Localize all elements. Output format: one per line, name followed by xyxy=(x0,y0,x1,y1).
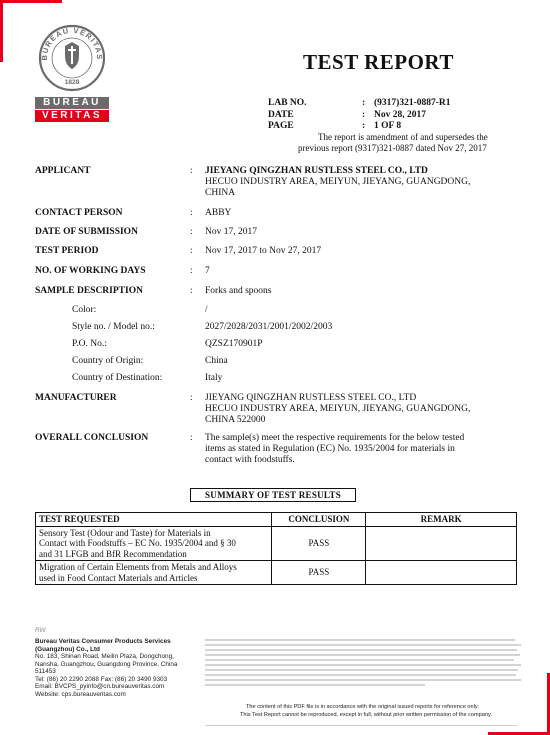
bureau-veritas-logo xyxy=(35,22,109,122)
sample-description-label: SAMPLE DESCRIPTION xyxy=(35,286,143,296)
company-address-line3: 511453 xyxy=(35,668,56,675)
lab-no-value: (9317)321-0887-R1 xyxy=(374,98,451,108)
test-requested-cell xyxy=(36,561,272,585)
sample-description-colon: : xyxy=(190,286,193,296)
remark-cell xyxy=(366,561,517,585)
applicant-address-line1: HECUO INDUSTRY AREA, MEIYUN, JIEYANG, GUANGDONG, xyxy=(205,177,471,187)
logo-year: 1828 xyxy=(64,79,80,86)
conclusion-cell: PASS xyxy=(272,561,366,585)
company-name-line1: Bureau Veritas Consumer Products Services xyxy=(35,638,171,645)
submission-date-value: Nov 17, 2017 xyxy=(205,227,257,237)
style-no-value: 2027/2028/2031/2001/2002/2003 xyxy=(205,322,333,332)
po-no-label: P.O. No.: xyxy=(72,339,107,349)
test-period-label: TEST PERIOD xyxy=(35,246,99,256)
po-no-value: QZSZ170901P xyxy=(205,339,263,349)
test-requested-line2: Contact with Foodstuffs – EC No. 1935/2004 and § 30 xyxy=(39,538,236,548)
manufacturer-name: JIEYANG QINGZHAN RUSTLESS STEEL CO., LTD xyxy=(205,393,417,403)
test-requested-line2: used in Food Contact Materials and Articles xyxy=(39,572,198,583)
applicant-address-line2: CHINA xyxy=(205,188,236,198)
corner-mark-top-left xyxy=(0,0,62,3)
test-requested-cell xyxy=(36,526,272,561)
footer-divider xyxy=(205,725,517,726)
overall-conclusion-line2: items as stated in Regulation (EC) No. 1935/2004 for materials in xyxy=(205,444,455,454)
country-of-origin-value: China xyxy=(205,356,228,366)
footer-note-line2: This Test Report cannot be reproduced, except in full, without prior written permission of the company. xyxy=(240,712,492,718)
applicant-colon: : xyxy=(190,166,193,176)
table-row xyxy=(36,526,517,561)
date-label: DATE xyxy=(268,110,294,120)
fine-print-lines xyxy=(205,638,523,704)
test-period-value: Nov 17, 2017 to Nov 27, 2017 xyxy=(205,246,322,256)
manufacturer-address-line1: HECUO INDUSTRY AREA, MEIYUN, JIEYANG, GUANGDONG, xyxy=(205,404,471,414)
overall-conclusion-line3: contact with foodstuffs. xyxy=(205,455,295,465)
page-label: PAGE xyxy=(268,121,294,131)
color-label: Color: xyxy=(72,305,97,315)
color-value: / xyxy=(205,305,208,315)
page-value: 1 OF 8 xyxy=(374,121,402,131)
company-address-line1: No. 183, Shinan Road, Meilin Plaza, Dongchong, xyxy=(35,653,174,660)
fine-print-disclaimer xyxy=(205,638,523,705)
style-no-label: Style no. / Model no.: xyxy=(72,322,155,332)
header-test-requested: TEST REQUESTED xyxy=(36,513,272,527)
working-days-value: 7 xyxy=(205,266,210,276)
test-requested-line3: and 31 LFGB and BfR Recommendation xyxy=(39,548,187,559)
manufacturer-colon: : xyxy=(190,393,193,403)
header-conclusion: CONCLUSION xyxy=(272,513,366,527)
overall-conclusion-label: OVERALL CONCLUSION xyxy=(35,433,149,443)
conclusion-cell: PASS xyxy=(272,526,366,561)
submission-date-label: DATE OF SUBMISSION xyxy=(35,227,138,237)
logo-ring-text: BUREAU VERITAS xyxy=(39,25,105,61)
company-address-block xyxy=(35,638,200,698)
company-email: Email: BVCPS_pyinfo@cn.bureauveritas.com xyxy=(35,683,165,690)
company-phone: Tel: (86) 20 2290 2088 Fax: (86) 20 3490 9303 xyxy=(35,675,168,683)
sample-description-value: Forks and spoons xyxy=(205,286,272,296)
report-title: TEST REPORT xyxy=(303,50,454,74)
lab-no-label: LAB NO. xyxy=(268,98,307,108)
footer-note-line1: The content of this PDF file is in accordance with the original issued reports for reference only. xyxy=(246,704,479,710)
logo-band-veritas: VERITAS xyxy=(35,110,109,122)
amendment-note-line2: previous report (9317)321-0887 dated Nov 27, 2017 xyxy=(298,143,487,153)
contact-person-colon: : xyxy=(190,208,193,218)
overall-conclusion-line1: The sample(s) meet the respective requirements for the below tested xyxy=(205,433,465,443)
country-of-destination-value: Italy xyxy=(205,373,223,383)
manufacturer-address-line2: CHINA 522000 xyxy=(205,415,266,425)
submission-date-colon: : xyxy=(190,227,193,237)
signer-initials: RW xyxy=(35,627,46,634)
company-address-line2: Nansha, Guangzhou, Guangdong Province, China xyxy=(35,660,178,668)
applicant-label: APPLICANT xyxy=(35,166,91,176)
country-of-origin-label: Country of Origin: xyxy=(72,356,144,366)
date-colon: : xyxy=(362,110,366,120)
overall-conclusion-colon: : xyxy=(190,433,193,443)
remark-cell xyxy=(366,526,517,561)
logo-band-bureau: BUREAU xyxy=(35,97,109,109)
test-requested-line1: Migration of Certain Elements from Metals and Alloys xyxy=(39,562,237,572)
summary-title: SUMMARY OF TEST RESULTS xyxy=(190,488,356,502)
working-days-label: NO. OF WORKING DAYS xyxy=(35,266,146,276)
logo-seal-icon xyxy=(35,22,109,92)
company-name-line2: (Guangzhou) Co., Ltd xyxy=(35,645,100,653)
manufacturer-label: MANUFACTURER xyxy=(35,393,117,403)
lab-no-colon: : xyxy=(362,98,366,108)
company-website: Website: cps.bureauveritas.com xyxy=(35,690,126,698)
contact-person-label: CONTACT PERSON xyxy=(35,208,123,218)
summary-table xyxy=(35,512,517,585)
applicant-name: JIEYANG QINGZHAN RUSTLESS STEEL CO., LTD xyxy=(205,166,428,176)
summary-table-header xyxy=(36,513,517,527)
table-row xyxy=(36,561,517,585)
amendment-note-line1: The report is amendment of and supersedes the xyxy=(318,132,488,142)
corner-mark-top-left-vertical xyxy=(0,0,3,62)
working-days-colon: : xyxy=(190,266,193,276)
country-of-destination-label: Country of Destination: xyxy=(72,373,163,383)
contact-person-value: ABBY xyxy=(205,208,232,218)
header-remark: REMARK xyxy=(366,513,517,527)
test-requested-line1: Sensory Test (Odour and Taste) for Materials in xyxy=(39,527,211,538)
page-colon: : xyxy=(362,121,366,131)
test-period-colon: : xyxy=(190,246,193,256)
date-value: Nov 28, 2017 xyxy=(374,110,426,120)
